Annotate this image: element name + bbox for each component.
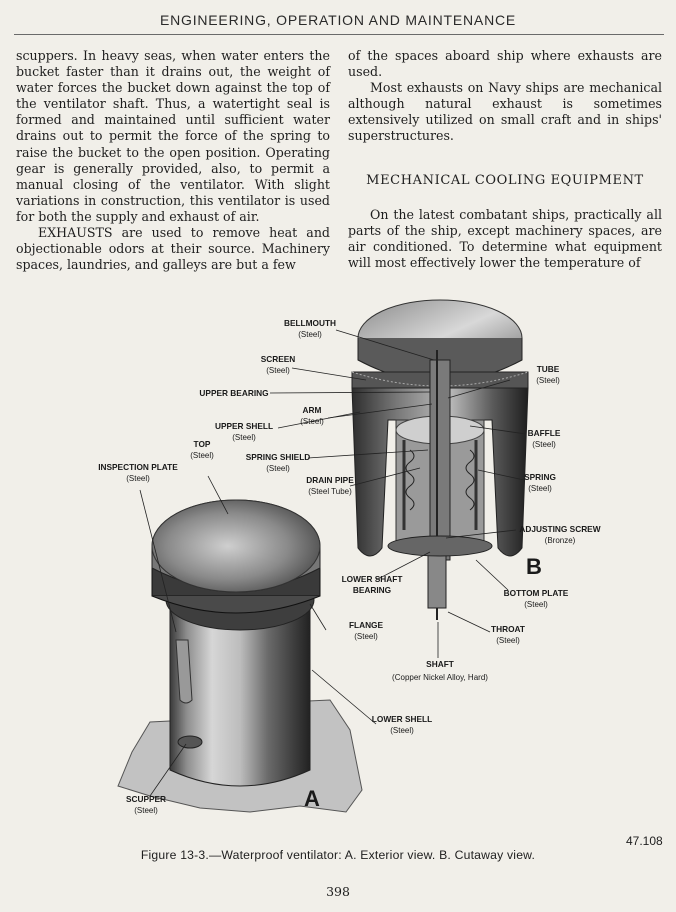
label-scupper: SCUPPER xyxy=(125,794,167,804)
label-spring: SPRING xyxy=(524,472,556,482)
label-inspection-plate-material: (Steel) xyxy=(126,474,150,483)
label-drain-pipe: DRAIN PIPE xyxy=(306,475,354,485)
label-tube-material: (Steel) xyxy=(536,376,560,385)
page-number: 398 xyxy=(326,884,350,899)
right-paragraph-2: Most exhausts on Navy ships are mechanical although natural exhaust is sometimes extensively utilized on small craft and in ships' superstructures. xyxy=(348,80,662,144)
label-spring-shield: SPRING SHIELD xyxy=(245,452,311,462)
label-upper-shell: UPPER SHELL xyxy=(214,421,274,431)
label-spring-shield-material: (Steel) xyxy=(266,464,290,473)
left-column xyxy=(16,48,330,273)
label-bottom-plate: BOTTOM PLATE xyxy=(503,588,569,598)
right-paragraph-3: On the latest combatant ships, practically all parts of the ship, except machinery spaces, are air conditioned. To determine what equipment will most effectively lower the temperature of xyxy=(348,206,662,270)
label-lower-shell-material: (Steel) xyxy=(390,726,414,735)
label-flange-material: (Steel) xyxy=(354,632,378,641)
figure-number: 47.108 xyxy=(626,834,663,848)
label-lower-shell: LOWER SHELL xyxy=(371,714,433,724)
label-upper-shell-material: (Steel) xyxy=(232,433,256,442)
ventilator-illustration xyxy=(0,290,676,850)
view-b-letter: B xyxy=(526,554,542,579)
label-screen-material: (Steel) xyxy=(266,366,290,375)
section-heading: MECHANICAL COOLING EQUIPMENT xyxy=(366,172,644,188)
label-lower-shaft-bearing-line1: LOWER SHAFT xyxy=(341,574,403,584)
label-bellmouth-material: (Steel) xyxy=(298,330,322,339)
label-shaft: SHAFT xyxy=(426,659,454,669)
label-lower-shaft-bearing-line2: BEARING xyxy=(352,585,392,595)
figure-caption: Figure 13-3.—Waterproof ventilator: A. Exterior view. B. Cutaway view. xyxy=(140,848,536,862)
left-paragraph-2: EXHAUSTS are used to remove heat and objectionable odors at their source. Machinery spaces, laundries, and galleys are but a few xyxy=(16,225,330,273)
right-column xyxy=(348,48,662,271)
label-flange: FLANGE xyxy=(348,620,384,630)
label-baffle-material: (Steel) xyxy=(532,440,556,449)
left-paragraph-1: scuppers. In heavy seas, when water enters the bucket faster than it drains out, the weight of water forces the bucket down against the top of the ventilator shaft. Thus, a watertight seal is formed and maintained until sufficient water drains out to permit the force of the spring to raise the bucket to the open position. Operating gear is generally provided, also, to permit a manual closing of the ventilator. With slight variations in construction, this ventilator is used for both the supply and exhaust of air. xyxy=(16,48,330,224)
label-spring-material: (Steel) xyxy=(528,484,552,493)
label-bellmouth: BELLMOUTH xyxy=(283,318,337,328)
label-arm: ARM xyxy=(302,405,322,415)
label-baffle: BAFFLE xyxy=(527,428,561,438)
label-shaft-material: (Copper Nickel Alloy, Hard) xyxy=(392,673,488,682)
running-header: ENGINEERING, OPERATION AND MAINTENANCE xyxy=(159,12,517,28)
label-drain-pipe-material: (Steel Tube) xyxy=(308,487,352,496)
label-bottom-plate-material: (Steel) xyxy=(524,600,548,609)
label-arm-material: (Steel) xyxy=(300,417,324,426)
label-screen: SCREEN xyxy=(260,354,296,364)
label-upper-bearing: UPPER BEARING xyxy=(199,388,269,398)
label-scupper-material: (Steel) xyxy=(134,806,158,815)
label-throat-material: (Steel) xyxy=(496,636,520,645)
label-throat: THROAT xyxy=(491,624,525,634)
label-adjusting-screw: ADJUSTING SCREW xyxy=(519,524,601,534)
label-tube: TUBE xyxy=(536,364,560,374)
ventilator-figure xyxy=(0,290,676,850)
cutaway-view-b xyxy=(352,300,528,620)
right-paragraph-1: of the spaces aboard ship where exhausts are used. xyxy=(348,48,662,80)
label-top: TOP xyxy=(193,439,211,449)
view-a-letter: A xyxy=(304,786,320,811)
label-adjusting-screw-material: (Bronze) xyxy=(544,536,576,545)
label-inspection-plate: INSPECTION PLATE xyxy=(98,462,178,472)
header-rule xyxy=(14,34,664,35)
label-top-material: (Steel) xyxy=(190,451,214,460)
